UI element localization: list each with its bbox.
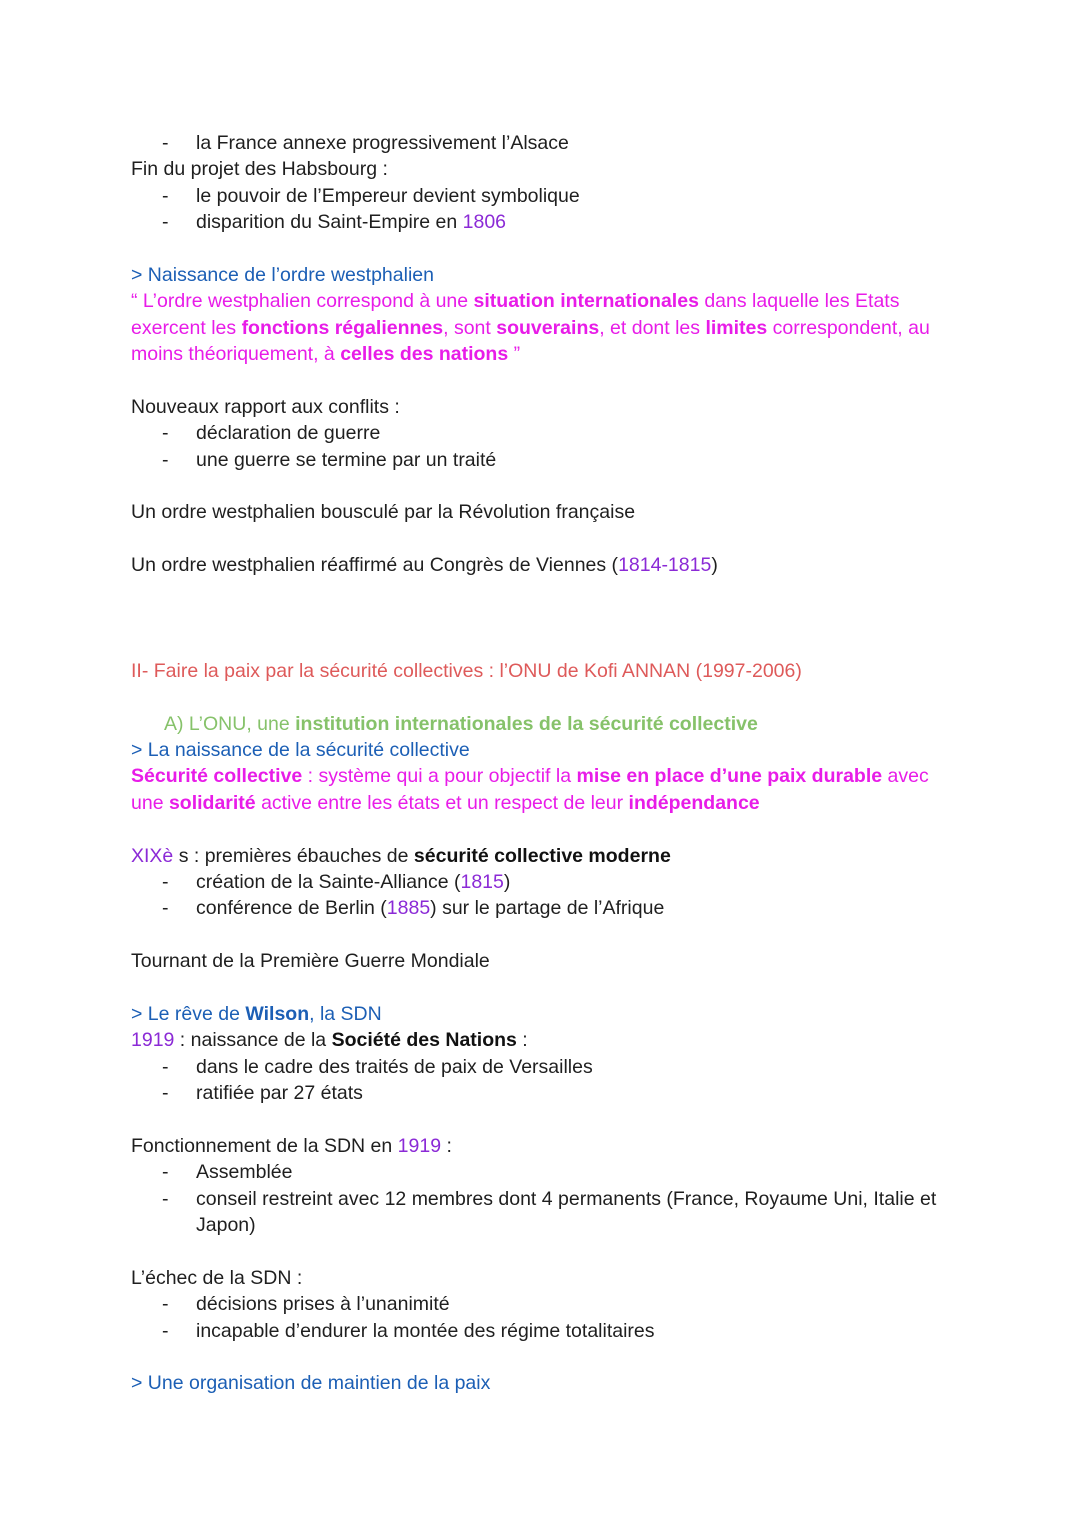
definition-text: avec: [882, 765, 929, 788]
quote-text: dans laquelle les Etats: [698, 290, 900, 313]
date: 1815: [460, 870, 504, 893]
list-item-text: incapable d’endurer la montée des régime totalitaires: [196, 1319, 655, 1342]
subsection-prefix: A) L’ONU, une: [164, 712, 296, 735]
quote-text: moins théoriquement, à: [131, 343, 341, 366]
list-item-text: conférence de Berlin (: [196, 897, 387, 920]
fonctionnement-text: :: [441, 1134, 452, 1157]
list-item: [131, 420, 961, 446]
list-item: [131, 1054, 961, 1080]
quote-line: [131, 288, 961, 314]
tournant-line: Tournant de la Première Guerre Mondiale: [131, 950, 490, 973]
quote-bold: limites: [705, 316, 768, 339]
definition-bold: indépendance: [628, 791, 760, 814]
definition-text: active entre les états et un respect de leur: [255, 791, 629, 814]
list-item-text: le pouvoir de l’Empereur devient symbolique: [196, 184, 580, 207]
list-item-text: ) sur le partage de l’Afrique: [430, 897, 665, 920]
list-item: [131, 869, 961, 895]
definition-line: [131, 763, 961, 789]
quote-bold: souverains: [496, 316, 600, 339]
echec-title: L’échec de la SDN :: [131, 1266, 303, 1289]
list-item: [131, 1318, 961, 1344]
date: 1919: [397, 1134, 442, 1157]
subsection-bold: institution internationales de la sécurité collective: [295, 712, 758, 735]
quote-line: [131, 341, 961, 367]
definition-text: une: [131, 791, 169, 814]
quote-text: correspondent, au: [767, 316, 930, 339]
sdn-bold: Société des Nations: [331, 1029, 517, 1052]
vienne-text: Un ordre westphalien réaffirmé au Congrès de Viennes (: [131, 554, 619, 577]
xix-line: [131, 843, 961, 869]
xix-bold: sécurité collective moderne: [413, 844, 671, 867]
quote-bold: celles des nations: [340, 343, 509, 366]
list-item: [131, 1186, 961, 1239]
subheading-wilson: [131, 1001, 961, 1027]
list-item-text: déclaration de guerre: [196, 422, 381, 445]
list-item-text: disparition du Saint-Empire en: [196, 211, 463, 234]
quote-text: “ L’ordre westphalien correspond à une: [131, 290, 474, 313]
sdn-line: [131, 1027, 961, 1053]
list-item-text: conseil restreint avec 12 membres dont 4 permanents (France, Royaume Uni, Italie et Japon): [196, 1187, 937, 1237]
definition-bold: solidarité: [168, 791, 256, 814]
list-item: [131, 1291, 961, 1317]
list-item-text: dans le cadre des traités de paix de Versailles: [196, 1055, 593, 1078]
sdn-text: :: [516, 1029, 528, 1052]
section-title: II- Faire la paix par la sécurité collectives : l’ONU de Kofi ANNAN (1997-2006): [131, 659, 802, 682]
list-item-text: Assemblée: [196, 1161, 293, 1184]
conflits-title: Nouveaux rapport aux conflits :: [131, 395, 400, 418]
date: 1919: [131, 1029, 175, 1052]
quote-bold: situation internationales: [473, 290, 699, 313]
subheading-text: , la SDN: [309, 1002, 382, 1025]
subheading-maintien: > Une organisation de maintien de la paix: [131, 1372, 491, 1395]
list-item-text: la France annexe progressivement l’Alsace: [196, 132, 569, 154]
quote-bold: fonctions régaliennes: [241, 316, 444, 339]
list-item-text: ratifiée par 27 états: [196, 1082, 363, 1105]
list-item-text: décisions prises à l’unanimité: [196, 1293, 450, 1316]
quote-text: , sont: [443, 316, 497, 339]
subheading-text: > Le rêve de: [131, 1002, 246, 1025]
fonctionnement-text: Fonctionnement de la SDN en: [131, 1134, 398, 1157]
quote-text: exercent les: [131, 316, 242, 339]
list-item: [131, 1080, 961, 1106]
list-item: [131, 209, 961, 235]
list-item: [131, 1159, 961, 1185]
quote-text: , et dont les: [599, 316, 706, 339]
subheading-bold: Wilson: [245, 1002, 310, 1025]
list-item: [131, 130, 961, 156]
definition-line: [131, 790, 961, 816]
date: 1806: [462, 211, 507, 234]
list-item-text: une guerre se termine par un traité: [196, 448, 497, 471]
list-item-text: ): [503, 870, 511, 893]
vienne-line: [131, 552, 961, 578]
subheading-naissance: > La naissance de la sécurité collective: [131, 738, 470, 761]
list-item: [131, 183, 961, 209]
revolution-line: Un ordre westphalien bousculé par la Révolution française: [131, 501, 636, 524]
list-item-text: création de la Sainte-Alliance (: [196, 870, 461, 893]
fonctionnement-line: [131, 1133, 961, 1159]
subheading-westphalien: > Naissance de l’ordre westphalien: [131, 263, 434, 286]
list-item: [131, 895, 961, 921]
subsection-title: [131, 711, 961, 737]
vienne-text: ): [711, 554, 718, 577]
date: 1885: [386, 897, 431, 920]
date: XIXè: [131, 844, 174, 867]
date: 1814-1815: [618, 554, 712, 577]
definition-bold: Sécurité collective: [131, 765, 303, 788]
xix-text: s : premières ébauches de: [173, 844, 414, 867]
document-body: [131, 130, 961, 1397]
sdn-text: : naissance de la: [174, 1029, 332, 1052]
list-item: [131, 447, 961, 473]
definition-text: : système qui a pour objectif la: [302, 765, 577, 788]
quote-text: ”: [508, 343, 521, 366]
habsbourg-title: Fin du projet des Habsbourg :: [131, 158, 388, 181]
quote-line: [131, 315, 961, 341]
definition-bold: mise en place d’une paix durable: [576, 765, 883, 788]
